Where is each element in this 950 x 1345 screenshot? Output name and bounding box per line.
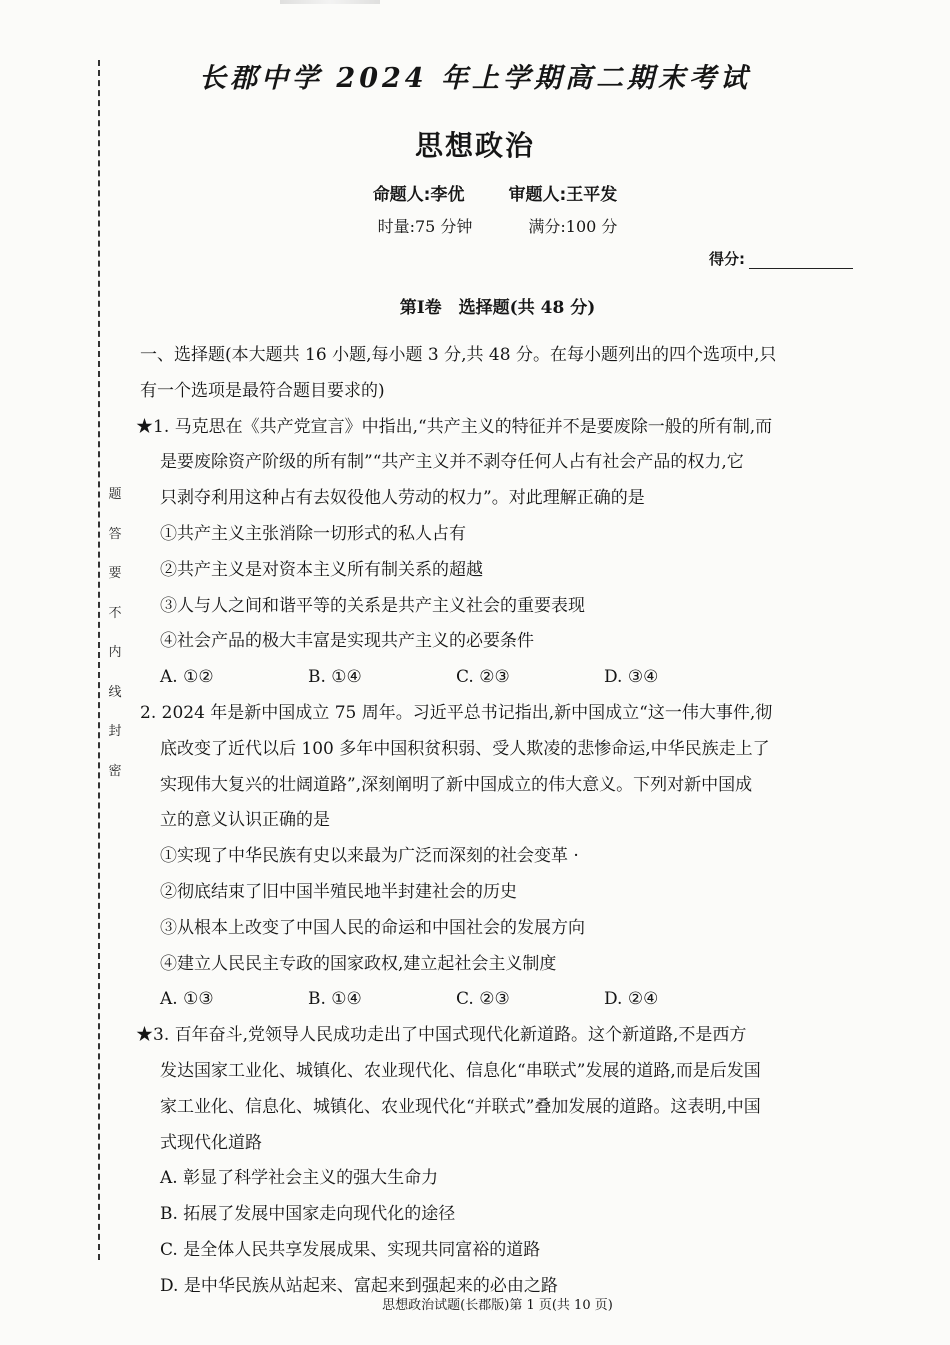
question-line: 只剥夺利用这种占有去奴役他人劳动的权力”。对此理解正确的是 — [160, 488, 645, 509]
question-3 — [136, 1018, 860, 1304]
statement-item: ②彻底结束了旧中国半殖民地半封建社会的历史 — [160, 881, 517, 902]
option-b[interactable]: B. ①④ — [308, 989, 362, 1010]
reviewer-label: 审题人:王平发 — [508, 185, 618, 205]
answer-options — [140, 982, 860, 1018]
option-c[interactable]: C. ②③ — [456, 667, 510, 688]
seal-char: 线 — [108, 684, 122, 700]
seal-char: 密 — [108, 763, 122, 779]
seal-char: 题 — [108, 487, 122, 502]
score-blank[interactable] — [749, 252, 853, 269]
subject-title: 思想政治 — [414, 129, 535, 162]
authors-row — [0, 180, 950, 205]
duration-label: 时量:75 分钟 — [377, 217, 473, 236]
exam-title: 长郡中学 2024 年上学期高二期末考试 — [199, 63, 751, 94]
question-line: 式现代化道路 — [160, 1132, 262, 1153]
instruction-line: 有一个选项是最符合题目要求的) — [140, 380, 385, 401]
question-line: 是要废除资产阶级的所有制”“共产主义并不剥夺任何人占有社会产品的权力,它 — [160, 452, 744, 473]
question-line: ★3. 百年奋斗,党领导人民成功走出了中国式现代化新道路。这个新道路,不是西方 — [136, 1025, 747, 1046]
option-a[interactable]: A. ①③ — [160, 989, 214, 1010]
option-d[interactable]: D. ②④ — [604, 989, 659, 1010]
questions — [136, 338, 860, 1305]
score-label: 得分: — [709, 250, 745, 268]
full-score-label: 满分:100 分 — [528, 217, 618, 236]
option-b[interactable]: B. ①④ — [308, 667, 362, 688]
option-d[interactable]: D. ③④ — [604, 667, 659, 688]
statement-item: ①共产主义主张消除一切形式的私人占有 — [160, 523, 466, 544]
statement-item: ①实现了中华民族有史以来最为广泛而深刻的社会变革 · — [160, 846, 579, 867]
question-line: 家工业化、信息化、城镇化、农业现代化“并联式”叠加发展的道路。这表明,中国 — [160, 1096, 761, 1117]
statement-item: ②共产主义是对资本主义所有制关系的超越 — [160, 559, 483, 580]
seal-char: 封 — [108, 724, 122, 739]
option-a[interactable]: A. ①② — [160, 667, 214, 688]
statement-item: ④建立人民民主专政的国家政权,建立起社会主义制度 — [160, 953, 557, 974]
question-line: 实现伟大复兴的壮阔道路”,深刻阐明了新中国成立的伟大意义。下列对新中国成 — [160, 774, 753, 795]
question-1 — [136, 410, 860, 696]
instruction-line: 一、选择题(本大题共 16 小题,每小题 3 分,共 48 分。在每小题列出的四个选项中,只 — [140, 345, 777, 365]
seal-char: 不 — [108, 605, 122, 621]
score-field — [709, 248, 853, 269]
author-label: 命题人:李优 — [372, 185, 465, 205]
statement-item: ③从根本上改变了中国人民的命运和中国社会的发展方向 — [160, 917, 585, 938]
question-line: 底改变了近代以后 100 多年中国积贫积弱、受人欺凌的悲惨命运,中华民族走上了 — [160, 738, 770, 759]
question-line: ★1. 马克思在《共产党宣言》中指出,“共产主义的特征并不是要废除一般的所有制,而 — [136, 416, 773, 437]
timing-row — [0, 214, 950, 237]
seal-char: 要 — [108, 566, 122, 581]
seal-char: 答 — [108, 526, 122, 542]
option-d[interactable]: D. 是中华民族从站起来、富起来到强起来的必由之路 — [160, 1275, 558, 1296]
question-line: 发达国家工业化、城镇化、农业现代化、信息化“串联式”发展的道路,而是后发国 — [160, 1060, 761, 1081]
statement-item: ④社会产品的极大丰富是实现共产主义的必要条件 — [160, 631, 534, 652]
option-c[interactable]: C. 是全体人民共享发展成果、实现共同富裕的道路 — [160, 1239, 541, 1260]
option-c[interactable]: C. ②③ — [456, 989, 510, 1010]
binding-seal-text — [104, 488, 126, 804]
section-title: 第Ⅰ卷 选择题(共 48 分) — [399, 298, 596, 318]
option-b[interactable]: B. 拓展了发展中国家走向现代化的途径 — [160, 1204, 456, 1225]
answer-options — [140, 660, 860, 696]
page-footer: 思想政治试题(长郡版)第 1 页(共 10 页) — [382, 1298, 613, 1313]
statement-item: ③人与人之间和谐平等的关系是共产主义社会的重要表现 — [160, 595, 585, 616]
binding-dashed-line — [98, 60, 100, 1260]
question-line: 立的意义认识正确的是 — [160, 810, 330, 831]
seal-char: 内 — [108, 645, 122, 660]
question-line: 2. 2024 年是新中国成立 75 周年。习近平总书记指出,新中国成立“这一伟大事件,彻 — [140, 702, 773, 723]
scan-smudge — [280, 0, 380, 4]
option-a[interactable]: A. 彰显了科学社会主义的强大生命力 — [160, 1168, 439, 1189]
question-2 — [140, 696, 860, 1018]
